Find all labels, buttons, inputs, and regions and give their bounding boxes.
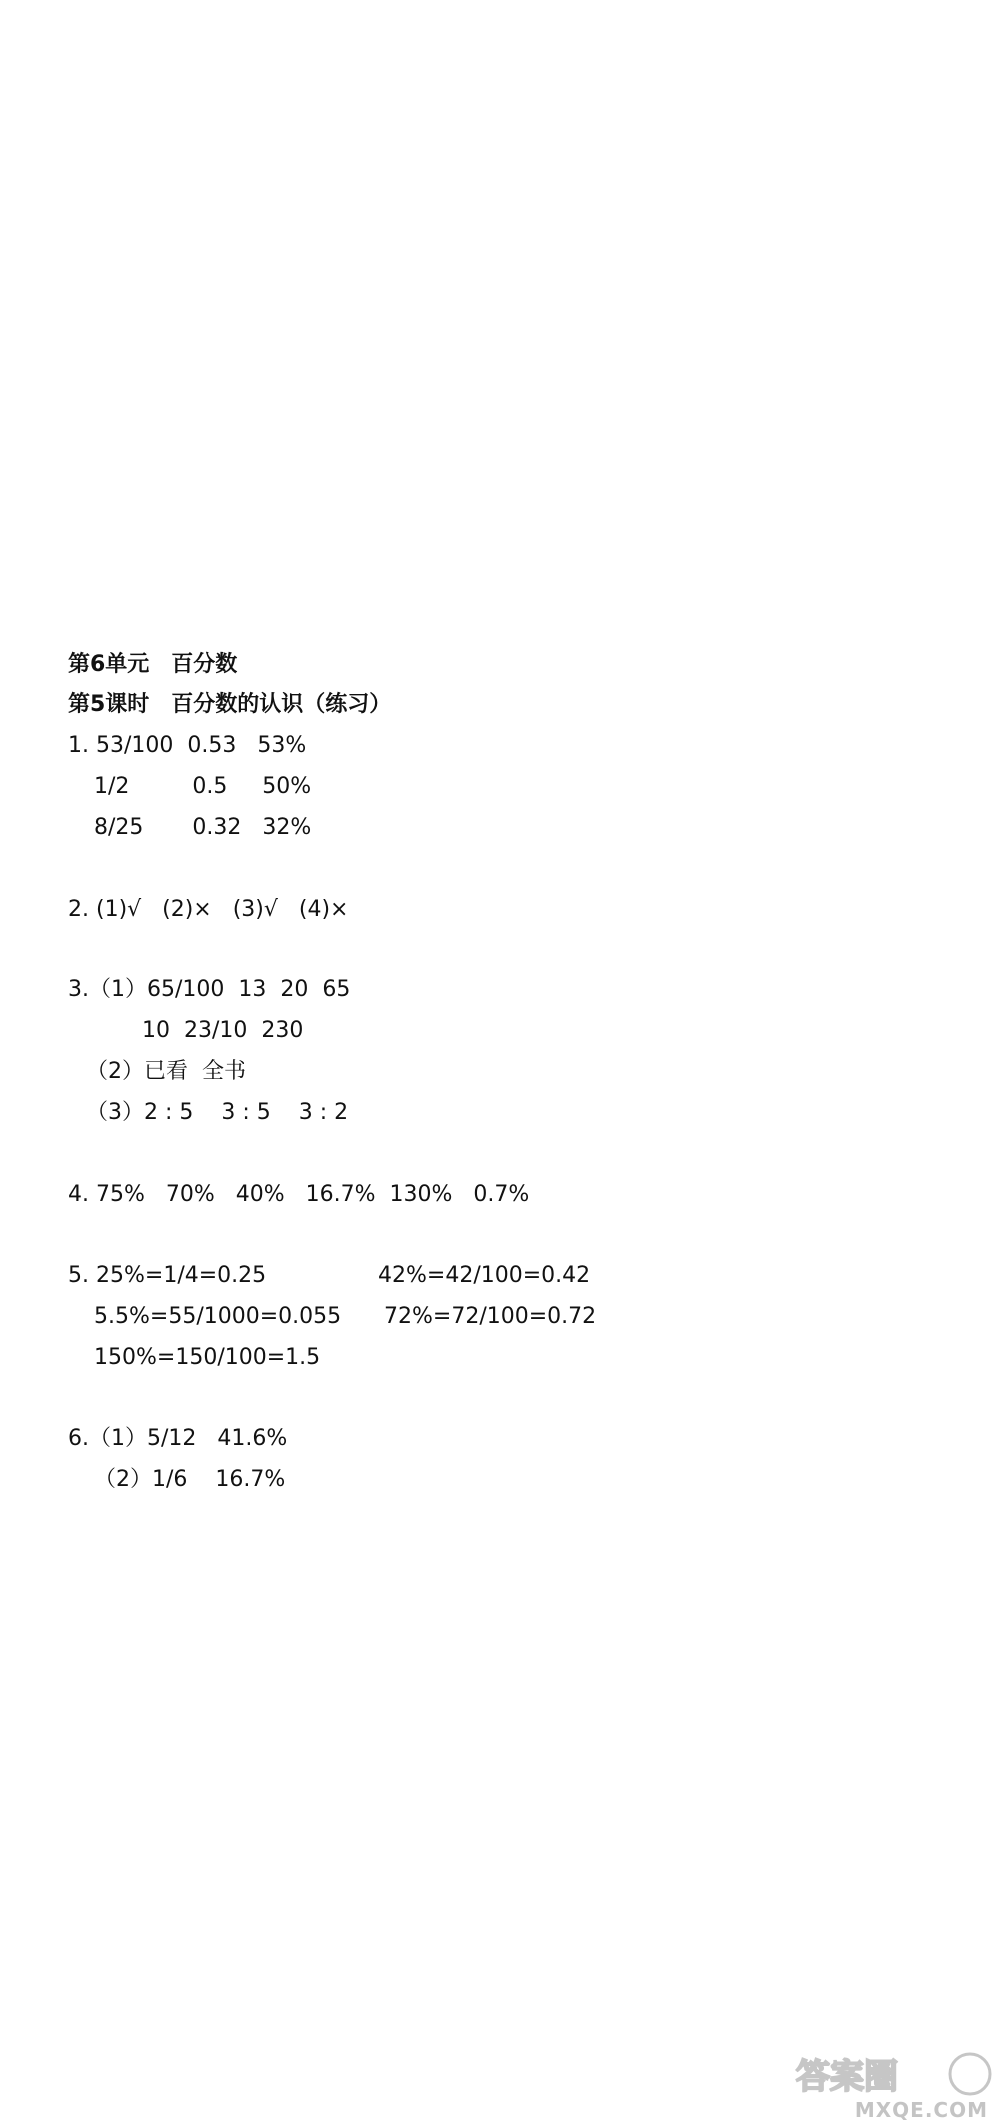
watermark-logo-icon [792, 2052, 992, 2096]
watermark-logo-text: 答案圈 [796, 2057, 898, 2096]
answer-1-line-1: 1. 53/100 0.53 53% [68, 733, 307, 758]
answer-1-line-3: 8/25 0.32 32% [94, 815, 312, 840]
answer-5-line-1a: 5. 25%=1/4=0.25 [68, 1263, 267, 1288]
unit-title: 第6单元 百分数 [68, 652, 238, 677]
answer-5-line-2a: 5.5%=55/1000=0.055 [94, 1304, 342, 1329]
watermark [792, 2052, 992, 2122]
lesson-title: 第5课时 百分数的认识（练习） [68, 692, 392, 717]
answer-3-line-1: 3.（1）65/100 13 20 65 [68, 977, 351, 1002]
answer-6-line-1: 6.（1）5/12 41.6% [68, 1426, 288, 1451]
watermark-url: MXQE.COM [854, 2098, 988, 2122]
answer-1-line-2: 1/2 0.5 50% [94, 774, 312, 799]
answer-4-line-1: 4. 75% 70% 40% 16.7% 130% 0.7% [68, 1182, 530, 1207]
answer-3-line-2: 10 23/10 230 [142, 1018, 304, 1043]
answer-3-line-3: （2）已看 全书 [86, 1059, 246, 1084]
answer-6-line-2: （2）1/6 16.7% [94, 1467, 286, 1492]
answer-5-line-3: 150%=150/100=1.5 [94, 1345, 321, 1370]
answer-3-line-4: （3）2 : 5 3 : 5 3 : 2 [86, 1100, 349, 1125]
answer-2-line-1: 2. (1)√ (2)× (3)√ (4)× [68, 897, 349, 922]
answer-5-line-1b: 42%=42/100=0.42 [378, 1263, 591, 1288]
answer-5-line-2b: 72%=72/100=0.72 [384, 1304, 597, 1329]
